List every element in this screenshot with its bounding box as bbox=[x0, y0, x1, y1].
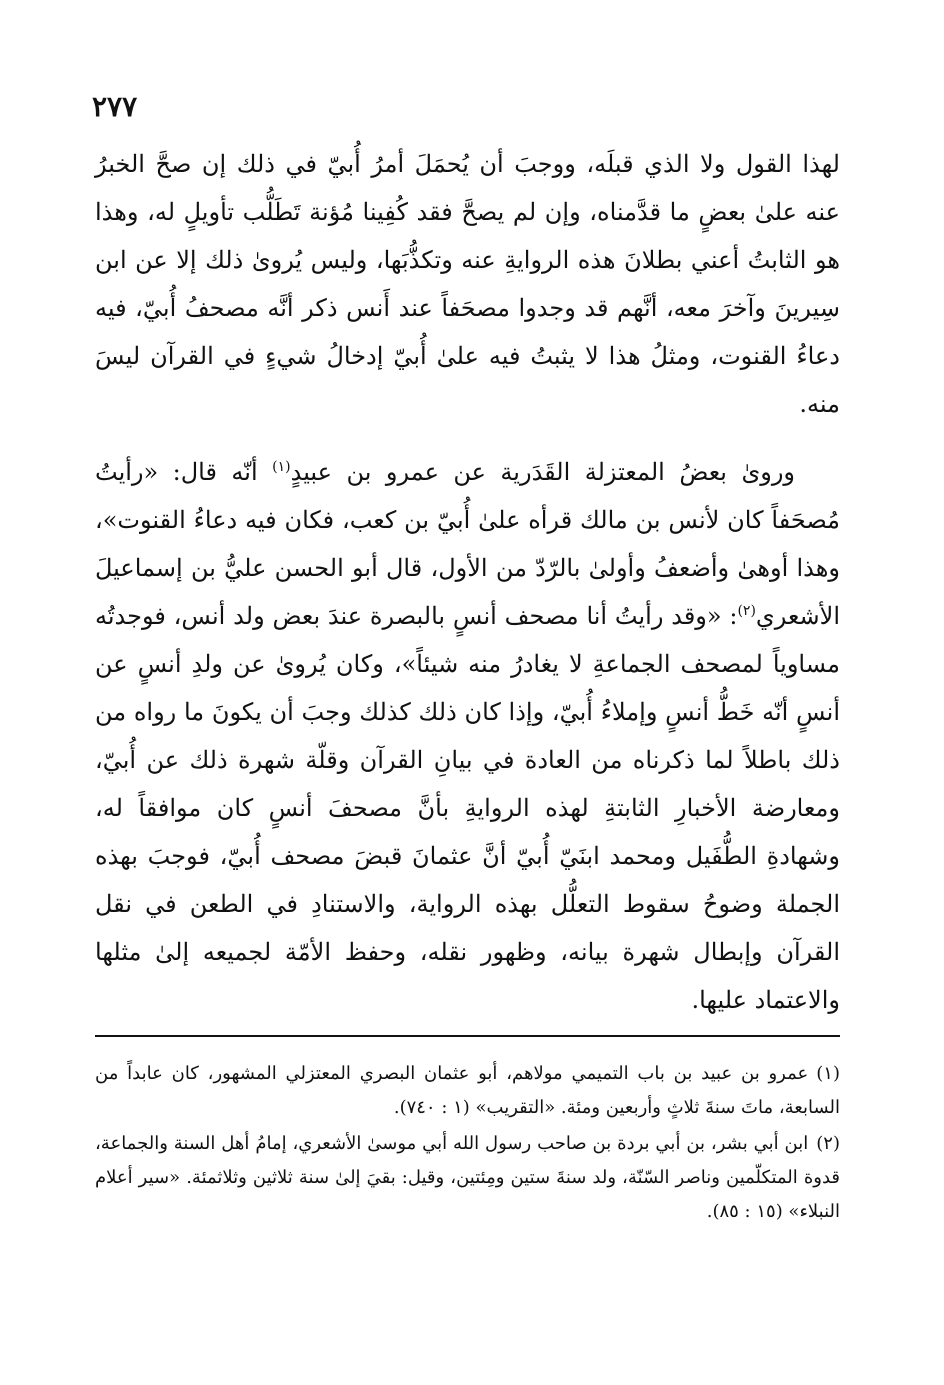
main-text bbox=[95, 140, 840, 1024]
page-number: ٢٧٧ bbox=[92, 90, 138, 123]
paragraph-2-text-part-3: : «وقد رأيتُ أنا مصحف أنسٍ بالبصرة عندَ بعض ولد أنس، فوجدتُه مساوياً لمصحف الجماعةِ لا يغادرُ منه شيئاً»، وكان يُروىٰ عن ولدِ أنسٍ عن أنسٍ أنّه خَطُّ أنسٍ وإملاءُ أُبيّ، وإذا كان ذلك كذلك وجبَ أن يكونَ ما رواه من ذلك باطلاً لما ذكرناه من العادة في بيانِ القرآن وقلّة شهرة ذلك عن أُبيّ، ومعارضة الأخبارِ الثابتةِ لهذه الروايةِ بأنَّ مصحفَ أنسٍ كان موافقاً له، وشهادةِ الطُّفَيل ومحمد ابنَيّ أُبيّ أنَّ عثمانَ قبضَ مصحف أُبيّ، فوجبَ بهذه الجملة وضوحُ سقوط التعلُّل بهذه الرواية، والاستنادِ في الطعن في نقل القرآن وإبطال شهرة بيانه، وظهور نقله، وحفظ الأمّة لجميعه إلىٰ مثلها والاعتماد عليها. bbox=[95, 602, 840, 1014]
footnote-1 bbox=[95, 1057, 840, 1125]
footnote-ref-2: (٢) bbox=[737, 603, 756, 619]
footnote-2 bbox=[95, 1127, 840, 1229]
footnote-divider bbox=[95, 1035, 840, 1037]
paragraph-2 bbox=[95, 448, 840, 1024]
paragraph-1 bbox=[95, 140, 840, 428]
footnote-2-number: (٢) bbox=[816, 1133, 840, 1154]
footnote-ref-1: (١) bbox=[272, 459, 291, 475]
footnotes bbox=[95, 1057, 840, 1229]
footnote-1-text: عمرو بن عبيد بن باب التميمي مولاهم، أبو عثمان البصري المعتزلي المشهور، كان عابداً من السابعة، ماتَ سنةَ ثلاثٍ وأربعين ومئة. «التقريب» (١ : ٧٤٠). bbox=[95, 1063, 840, 1118]
footnote-1-number: (١) bbox=[816, 1063, 840, 1084]
footnote-2-text: ابن أبي بشر، بن أبي بردة بن صاحب رسول الله أبي موسىٰ الأشعري، إمامُ أهل السنة والجماعة، قدوة المتكلّمين وناصر السّنّة، ولد سنةَ ستين ومِئتين، وقيل: بقيَ إلىٰ سنة ثلاثين وثلاثمئة. «سير أعلام النبلاء» (١٥ : ٨٥). bbox=[95, 1133, 840, 1222]
paragraph-2-text-part-1: ورویٰ بعضُ المعتزلة القَدَرية عن عمرو بن عبيدٍ bbox=[290, 458, 795, 486]
paragraph-1-text: لهذا القول ولا الذي قبلَه، ووجبَ أن يُحمَلَ أمرُ أُبيّ في ذلك إن صحَّ الخبرُ عنه علىٰ بعضٍ ما قدَّمناه، وإن لم يصحَّ فقد كُفِينا مُؤنة تَطَلُّب تأويلٍ له، وهذا هو الثابتُ أعني بطلانَ هذه الروايةِ عنه وتكذُّبَها، وليس يُروىٰ ذلك إلا عن ابن سِيرينَ وآخرَ معه، أنَّهم قد وجدوا مصحَفاً عند أَنس ذكر أنَّه مصحفُ أُبيّ، فيه دعاءُ القنوت، ومثلُ هذا لا يثبتُ فيه علىٰ أُبيّ إدخالُ شيءٍ في القرآن ليسَ منه. bbox=[95, 150, 840, 418]
paragraph-2-text-part-2: أنّه قال: «رأيتُ مُصحَفاً كان لأنس بن مالك قرأه علىٰ أُبيّ بن كعب، فكان فيه دعاءُ القنوت»، وهذا أوهىٰ وأضعفُ وأولىٰ بالرّدّ من الأول، قال أبو الحسن عليُّ بن إسماعيلَ الأشعري bbox=[95, 458, 840, 630]
